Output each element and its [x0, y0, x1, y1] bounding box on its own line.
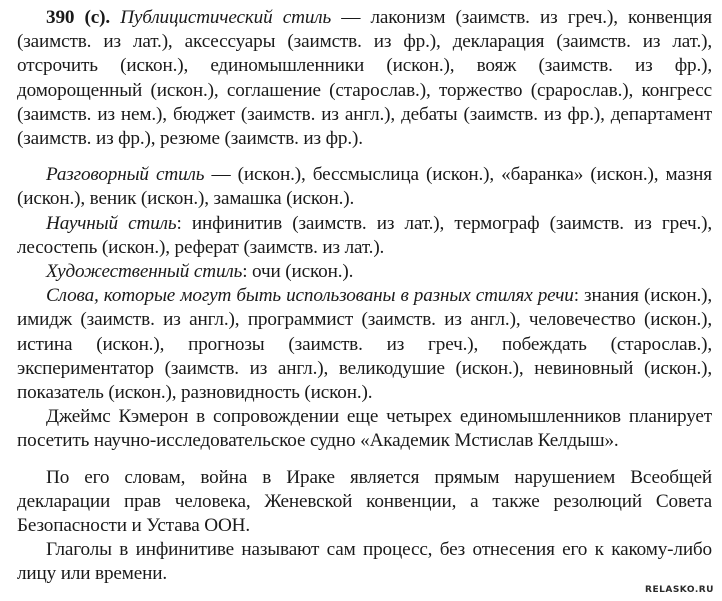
paragraph-text: : знания (искон.), имидж (заимств. из англ.), программист (заимств. из англ.), человечество (искон.), истина (искон.), прогнозы (заимств. из греч.), побеждать (старослав.), экспериментатор (заимств. из англ.), великодушие (искон.), невиновный (искон.), показатель (искон.), разновидность (искон.).: [17, 285, 712, 404]
paragraph-publicistic: [17, 6, 712, 151]
exercise-text: [17, 6, 712, 587]
paragraph-gap: [17, 454, 712, 466]
paragraph-text: — (искон.), бессмыслица (искон.), «баранка» (искон.), мазня (искон.), веник (искон.), замашка (искон.).: [17, 164, 712, 210]
paragraph-infinitive: Глаголы в инфинитиве называют сам процесс, без отнесения его к какому-либо лицу или времени.: [17, 539, 712, 585]
paragraph-text: : очи (искон.).: [242, 261, 354, 283]
style-label-artistic: Художественный стиль: [46, 261, 243, 283]
paragraph-colloquial: [17, 163, 712, 211]
paragraph-cameron: Джеймс Кэмерон в сопровождении еще четырех единомышленников планирует посетить научно-исследовательское судно «Академик Мстислав Келдыш».: [17, 406, 712, 452]
exercise-number: 390 (с).: [46, 7, 111, 28]
paragraph-iraq: По его словам, война в Ираке является прямым нарушением Всеобщей декларации прав человека, Женевской конвенции, а также резолюций Совета Безопасности и Устава ООН.: [17, 466, 712, 537]
paragraph-scientific: [17, 212, 712, 260]
style-label-publicistic: Публицистический стиль: [120, 7, 332, 28]
watermark: RELASKO.RU: [645, 585, 714, 595]
paragraph-text: — лаконизм (заимств. из греч.), конвенция (заимств. из лат.), аксессуары (заимств. из фр.), декларация (заимств. из лат.), отсрочить (искон.), единомышленники (искон.), вояж (заимств. из фр.), доморощенный (искон.), соглашение (старослав.), торжество (срарослав.), конгресс (заимств. из нем.), бюджет (заимств. из англ.), дебаты (заимств. из фр.), департамент (заимств. из фр.), резюме (заимств. из фр.).: [17, 7, 712, 150]
paragraph-text: : инфинитив (заимств. из лат.), термограф (заимств. из греч.), лесостепь (искон.), реферат (заимств. из лат.).: [17, 212, 712, 258]
paragraph-artistic: [17, 260, 712, 284]
paragraph-common-words: [17, 284, 712, 405]
paragraph-gap: [17, 151, 712, 163]
style-label-colloquial: Разговорный стиль: [46, 164, 205, 186]
style-label-scientific: Научный стиль: [46, 212, 177, 234]
style-label-common: Слова, которые могут быть использованы в разных стилях речи: [46, 285, 574, 307]
